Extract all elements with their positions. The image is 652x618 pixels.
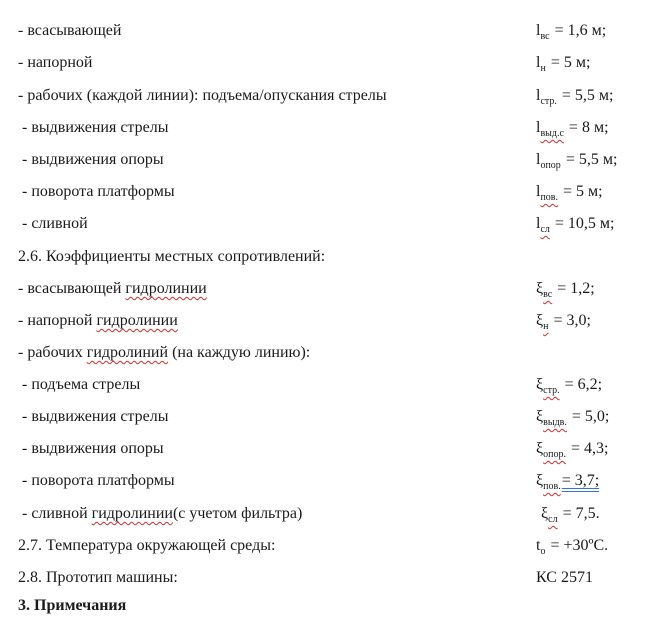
row-working-lines-heading — [0, 341, 652, 365]
row-label: - рабочих гидролиний (на каждую линию): — [18, 344, 311, 361]
row-value: КС 2571 — [536, 569, 593, 586]
row-boom-lift-coefficient — [0, 373, 652, 397]
section-heading: 2.6. Коэффициенты местных сопротивлений: — [18, 248, 326, 265]
row-ambient-temperature — [0, 534, 652, 558]
row-boom-extension-coefficient — [0, 405, 652, 429]
row-label: - напорной гидролинии — [18, 312, 178, 329]
row-drain-length — [0, 212, 652, 236]
row-pressure-length — [0, 51, 652, 75]
row-platform-rotation-length — [0, 180, 652, 204]
row-boom-extension-length — [0, 116, 652, 140]
row-label: - выдвижения стрелы — [18, 408, 169, 425]
row-outrigger-length — [0, 148, 652, 172]
row-label: - сливной — [18, 215, 88, 232]
row-machine-prototype — [0, 566, 652, 590]
row-label: - поворота платформы — [18, 183, 175, 200]
row-value: $l_{пов.} = 5$ м; — [536, 183, 603, 203]
row-value: $l_{вс} = 1,6$ м; — [536, 22, 607, 42]
row-label: - подъема стрелы — [18, 376, 141, 393]
row-platform-rotation-coefficient — [0, 469, 652, 493]
row-suction-coefficient — [0, 277, 652, 301]
row-label: 2.8. Прототип машины: — [18, 569, 178, 586]
section-heading-2-6 — [0, 245, 652, 269]
row-drain-coefficient — [0, 502, 652, 526]
row-value: $l_{стр.} = 5,5$ м; — [536, 87, 614, 107]
row-suction-length — [0, 19, 652, 43]
row-value: $\xi_{сл} = 7,5$. — [541, 505, 600, 525]
row-label: - сливной гидролинии(с учетом фильтра) — [18, 505, 303, 522]
row-value: $\xi_{вс} = 1,2$; — [536, 280, 595, 300]
row-label: - всасывающей — [18, 22, 122, 39]
row-label: - напорной — [18, 54, 93, 71]
row-label: - рабочих (каждой линии): подъема/опускания стрелы — [18, 87, 387, 104]
row-value: $\xi_{пов.}= 3,7$; — [536, 472, 600, 492]
row-value: $\xi_н = 3,0$; — [536, 312, 591, 332]
row-label: - всасывающей гидролинии — [18, 280, 207, 297]
row-working-lines-length — [0, 84, 652, 108]
row-value: $l_{опор} = 5,5$ м; — [536, 151, 618, 171]
row-outrigger-coefficient — [0, 437, 652, 461]
row-value: $\xi_{выдв.} = 5,0$; — [536, 408, 610, 428]
next-section-heading: 3. Примечания — [18, 597, 127, 614]
row-value: $\xi_{опор.} = 4,3$; — [536, 440, 609, 460]
row-value: $\xi_{стр.} = 6,2$; — [536, 376, 603, 396]
row-value: $l_н = 5$ м; — [536, 54, 591, 74]
row-label: 2.7. Температура окружающей среды: — [18, 537, 276, 554]
row-label: - поворота платформы — [18, 472, 175, 489]
row-value: $l_{выд.с} = 8$ м; — [536, 119, 609, 139]
row-label: - выдвижения опоры — [18, 440, 164, 457]
row-value: $l_{сл} = 10,5$ м; — [536, 215, 615, 235]
row-label: - выдвижения стрелы — [18, 119, 169, 136]
row-label: - выдвижения опоры — [18, 151, 164, 168]
row-value: $t_о$ = +30ºС. — [536, 537, 609, 557]
row-pressure-coefficient — [0, 309, 652, 333]
